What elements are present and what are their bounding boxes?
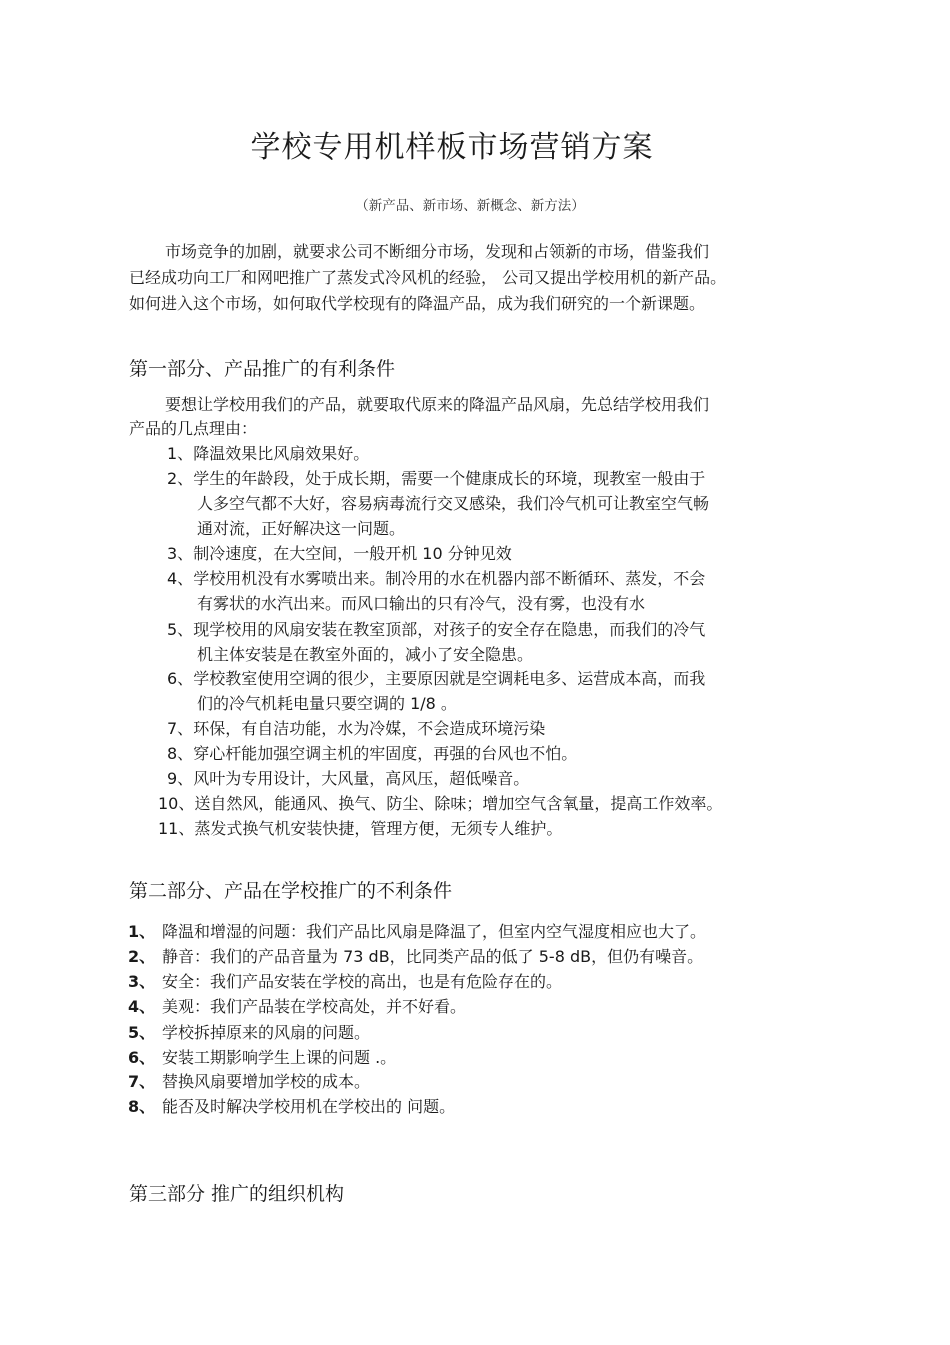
disadvantage-item-6 xyxy=(128,1045,396,1068)
item-text: 安装工期影响学生上课的问题 .。 xyxy=(162,1048,397,1067)
item-number: 1、 xyxy=(128,922,156,941)
item-number: 8、 xyxy=(167,744,194,763)
item-text: 学校教室使用空调的很少，主要原因就是空调耗电多、运营成本高，而我 xyxy=(193,669,706,688)
item-text: 安全：我们产品安装在学校的高出，也是有危险存在的。 xyxy=(162,972,563,991)
item-number: 7、 xyxy=(128,1072,156,1091)
item-text: 风叶为专用设计，大风量，高风压，超低噪音。 xyxy=(193,769,530,788)
item-text: 送自然风，能通风、换气、防尘、除味；增加空气含氧量，提高工作效率。 xyxy=(194,794,723,813)
item-text: 静音：我们的产品音量为 73 dB，比同类产品的低了 5-8 dB，但仍有噪音。 xyxy=(162,947,704,966)
item-number: 1、 xyxy=(167,444,194,463)
item-number: 11、 xyxy=(158,819,195,838)
advantage-item-5 xyxy=(167,617,705,643)
section3-heading: 第三部分 推广的组织机构 xyxy=(129,1183,345,1205)
item-number: 8、 xyxy=(128,1097,156,1116)
intro-line-1: 市场竞争的加剧，就要求公司不断细分市场，发现和占领新的市场，借鉴我们 xyxy=(165,242,710,261)
item-text: 美观：我们产品装在学校高处，并不好看。 xyxy=(162,997,467,1016)
section1-intro-line-2: 产品的几点理由： xyxy=(129,419,258,438)
advantage-item-3 xyxy=(167,541,512,567)
item-text: 降温和增湿的问题：我们产品比风扇是降温了，但室内空气湿度相应也大了。 xyxy=(162,922,707,941)
section1-intro-line-1: 要想让学校用我们的产品，就要取代原来的降温产品风扇，先总结学校用我们 xyxy=(165,395,710,414)
document-title: 学校专用机样板市场营销方案 xyxy=(250,130,654,165)
item-text: 学校用机没有水雾喷出来。制冷用的水在机器内部不断循环、蒸发，不会 xyxy=(193,569,706,588)
disadvantage-item-2 xyxy=(128,944,703,967)
section2-heading: 第二部分、产品在学校推广的不利条件 xyxy=(129,880,453,902)
item-text: 现学校用的风扇安装在教室顶部，对孩子的安全存在隐患，而我们的冷气 xyxy=(193,620,706,639)
disadvantage-item-5 xyxy=(128,1020,370,1043)
advantage-item-5-cont: 机主体安装是在教室外面的，减小了安全隐患。 xyxy=(197,645,534,664)
item-number: 2、 xyxy=(167,469,194,488)
advantage-item-9 xyxy=(167,766,529,792)
advantage-item-2-cont-2: 通对流，正好解决这一问题。 xyxy=(197,519,406,538)
item-number: 6、 xyxy=(128,1048,156,1067)
disadvantage-item-3 xyxy=(128,969,562,992)
item-text: 蒸发式换气机安装快捷，管理方便，无须专人维护。 xyxy=(194,819,563,838)
item-number: 4、 xyxy=(128,997,156,1016)
item-text: 降温效果比风扇效果好。 xyxy=(193,444,370,463)
item-text: 环保，有自洁功能，水为冷媒，不会造成环境污染 xyxy=(193,719,546,738)
item-text: 穿心杆能加强空调主机的牢固度，再强的台风也不怕。 xyxy=(193,744,578,763)
disadvantage-item-8 xyxy=(128,1094,455,1117)
item-number: 7、 xyxy=(167,719,194,738)
disadvantage-item-7 xyxy=(128,1069,370,1092)
item-number: 3、 xyxy=(167,544,194,563)
item-number: 2、 xyxy=(128,947,156,966)
item-number: 4、 xyxy=(167,569,194,588)
document-subtitle: （新产品、新市场、新概念、新方法） xyxy=(355,198,585,214)
item-text: 能否及时解决学校用机在学校出的 问题。 xyxy=(162,1097,456,1116)
advantage-item-11 xyxy=(158,816,562,842)
item-number: 5、 xyxy=(167,620,194,639)
disadvantage-item-4 xyxy=(128,994,466,1017)
item-number: 6、 xyxy=(167,669,194,688)
advantage-item-2-cont-1: 人多空气都不大好，容易病毒流行交叉感染，我们冷气机可让教室空气畅 xyxy=(197,494,710,513)
advantage-item-1 xyxy=(167,441,369,467)
item-text: 学校拆掉原来的风扇的问题。 xyxy=(162,1023,371,1042)
intro-line-3: 如何进入这个市场，如何取代学校现有的降温产品，成为我们研究的一个新课题。 xyxy=(129,294,706,313)
item-number: 10、 xyxy=(158,794,195,813)
item-number: 9、 xyxy=(167,769,194,788)
item-number: 5、 xyxy=(128,1023,156,1042)
intro-line-2: 已经成功向工厂和网吧推广了蒸发式冷风机的经验， 公司又提出学校用机的新产品。 xyxy=(129,268,727,287)
item-number: 3、 xyxy=(128,972,156,991)
advantage-item-6 xyxy=(167,666,705,692)
section1-heading: 第一部分、产品推广的有利条件 xyxy=(129,358,396,380)
advantage-item-8 xyxy=(167,741,577,767)
advantage-item-6-cont: 们的冷气机耗电量只要空调的 1/8 。 xyxy=(197,694,457,713)
disadvantage-item-1 xyxy=(128,919,706,942)
item-text: 学生的年龄段，处于成长期，需要一个健康成长的环境，现教室一般由于 xyxy=(193,469,706,488)
advantage-item-10 xyxy=(158,791,722,817)
advantage-item-2 xyxy=(167,466,705,492)
advantage-item-4 xyxy=(167,566,705,592)
advantage-item-4-cont: 有雾状的水汽出来。而风口输出的只有冷气，没有雾，也没有水 xyxy=(197,594,646,613)
advantage-item-7 xyxy=(167,716,545,742)
item-text: 制冷速度，在大空间，一般开机 10 分钟见效 xyxy=(193,544,512,563)
item-text: 替换风扇要增加学校的成本。 xyxy=(162,1072,371,1091)
